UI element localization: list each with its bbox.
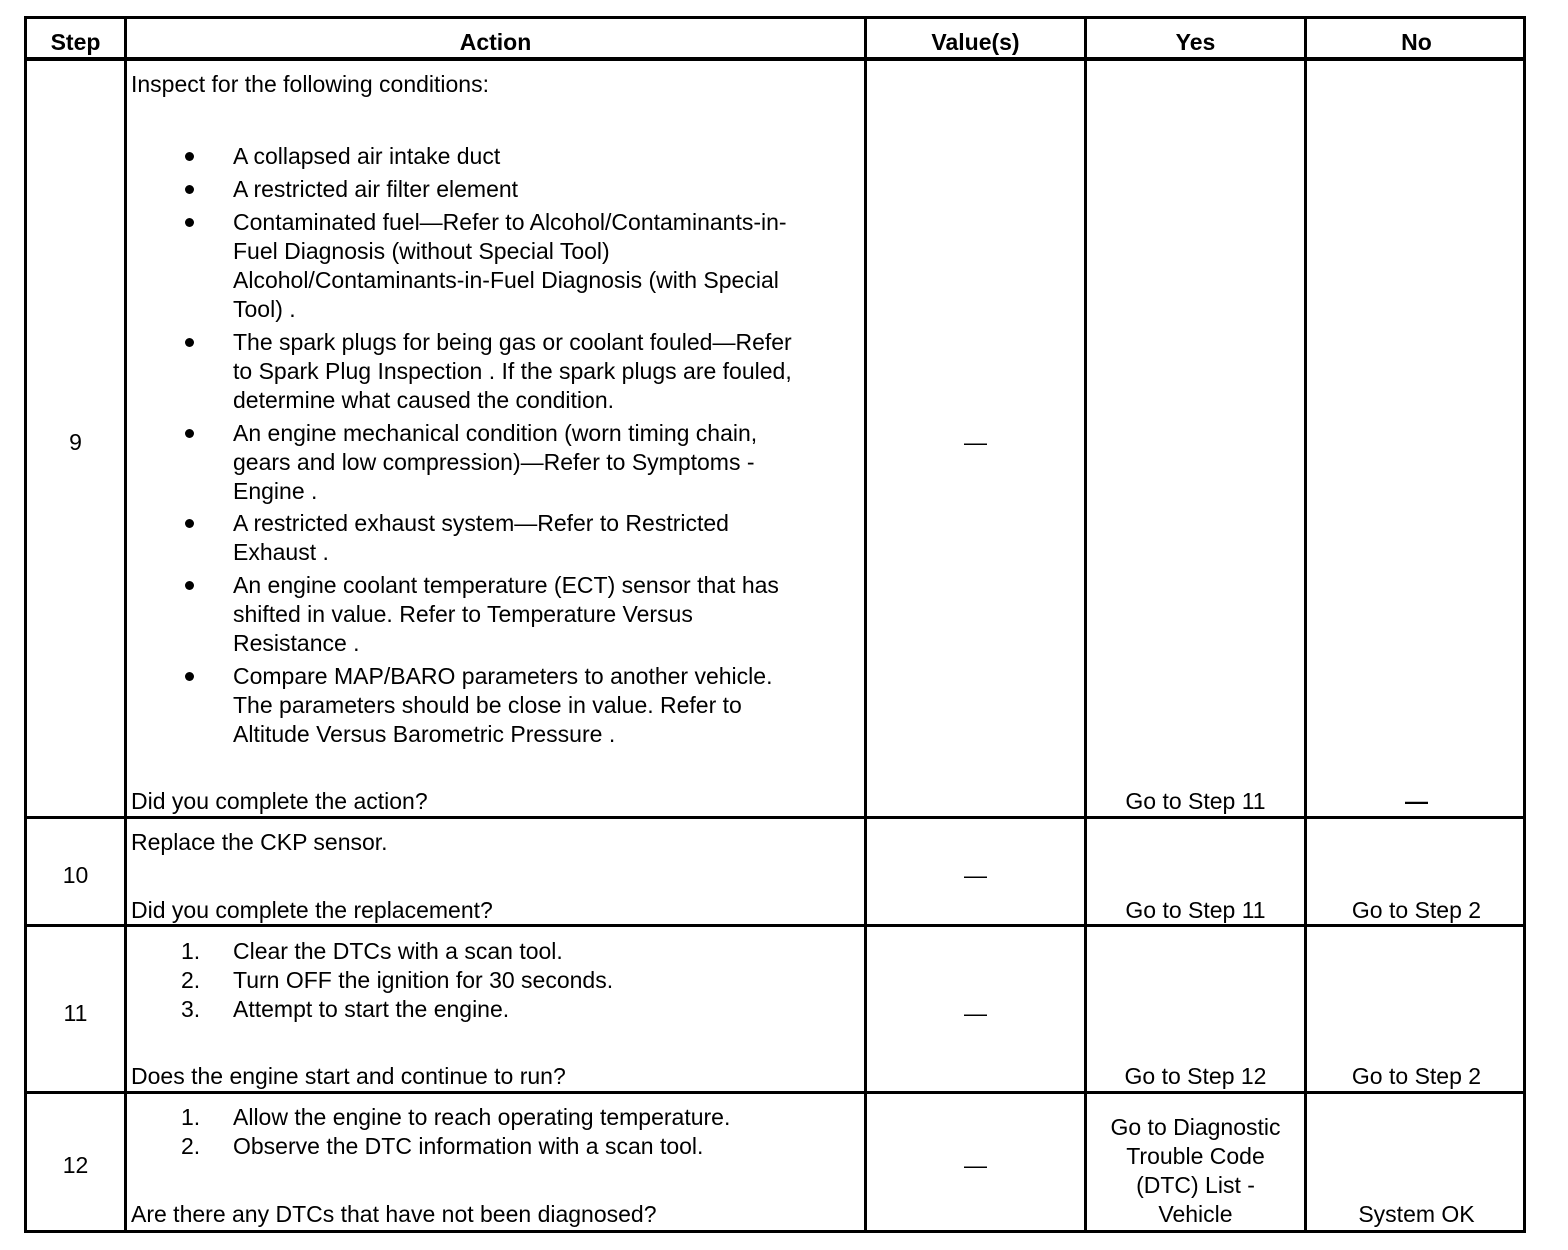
bullet-icon [185, 672, 194, 681]
list-item: Clear the DTCs with a scan tool. [233, 938, 563, 964]
bullet-icon [185, 429, 194, 438]
column-divider [1304, 19, 1307, 1230]
list-item: Attempt to start the engine. [233, 996, 510, 1022]
value-cell: — [964, 862, 987, 888]
value-cell: — [964, 1152, 987, 1178]
list-number: 2. [181, 1133, 201, 1159]
value-cell: — [964, 429, 987, 455]
list-number: 1. [181, 938, 201, 964]
row-divider [27, 1091, 1523, 1094]
value-cell: — [964, 1000, 987, 1026]
bullet-icon [185, 218, 194, 227]
no-cell: — [1405, 788, 1428, 814]
header-action: Action [459, 29, 532, 55]
bullet-icon [185, 519, 194, 528]
column-divider [124, 19, 127, 1230]
yes-link[interactable]: Go to Step 12 [1124, 1063, 1267, 1089]
action-intro: Inspect for the following conditions: [131, 71, 489, 97]
list-number: 3. [181, 996, 201, 1022]
bullet-icon [185, 185, 194, 194]
bullet-icon [185, 152, 194, 161]
header-values: Value(s) [931, 29, 1020, 55]
action-question: Are there any DTCs that have not been diagnosed? [131, 1201, 657, 1227]
yes-link[interactable]: Go to Diagnostic Trouble Code (DTC) List - Vehicle [1110, 1114, 1281, 1227]
list-item: Allow the engine to reach operating temperature. [233, 1104, 731, 1130]
action-intro: Replace the CKP sensor. [131, 829, 388, 855]
list-item: A restricted air filter element [233, 176, 519, 202]
list-number: 1. [181, 1104, 201, 1130]
list-item: A restricted exhaust system—Refer to Restricted Exhaust . [233, 510, 729, 565]
list-item: Observe the DTC information with a scan tool. [233, 1133, 704, 1159]
step-number: 9 [69, 429, 82, 455]
no-link[interactable]: Go to Step 2 [1351, 1063, 1482, 1089]
bullet-icon [185, 581, 194, 590]
yes-link[interactable]: Go to Step 11 [1125, 788, 1266, 814]
list-item: Turn OFF the ignition for 30 seconds. [233, 967, 614, 993]
list-item: An engine mechanical condition (worn timing chain, gears and low compression)—Refer to Symptoms - Engine . [233, 420, 758, 504]
action-question: Does the engine start and continue to run? [131, 1063, 566, 1089]
header-yes: Yes [1175, 29, 1216, 55]
no-cell: System OK [1358, 1201, 1475, 1227]
list-item: A collapsed air intake duct [233, 143, 501, 169]
list-number: 2. [181, 967, 201, 993]
header-step: Step [50, 29, 101, 55]
step-number: 12 [62, 1152, 89, 1178]
column-divider [1084, 19, 1087, 1230]
action-question: Did you complete the replacement? [131, 897, 493, 923]
yes-link[interactable]: Go to Step 11 [1125, 897, 1266, 923]
list-item: An engine coolant temperature (ECT) sensor that has shifted in value. Refer to Temperature Versus Resistance . [233, 572, 779, 656]
step-number: 11 [63, 1000, 88, 1026]
column-divider [864, 19, 867, 1230]
header-no: No [1401, 29, 1432, 55]
no-link[interactable]: Go to Step 2 [1351, 897, 1482, 923]
row-divider [27, 816, 1523, 819]
action-question: Did you complete the action? [131, 788, 428, 814]
diagnostic-table [24, 16, 1526, 1233]
step-number: 10 [62, 862, 89, 888]
bullet-icon [185, 338, 194, 347]
list-item: Contaminated fuel—Refer to Alcohol/Contaminants-in- Fuel Diagnosis (without Special Tool) Alcohol/Contaminants-in-Fuel Diagnosis (with Special Tool) . [233, 209, 787, 322]
list-item: The spark plugs for being gas or coolant fouled—Refer to Spark Plug Inspection . If the spark plugs are fouled, determine what caused the condition. [233, 329, 792, 413]
list-item: Compare MAP/BARO parameters to another vehicle. The parameters should be close in value. Refer to Altitude Versus Barometric Pressure . [233, 663, 773, 747]
